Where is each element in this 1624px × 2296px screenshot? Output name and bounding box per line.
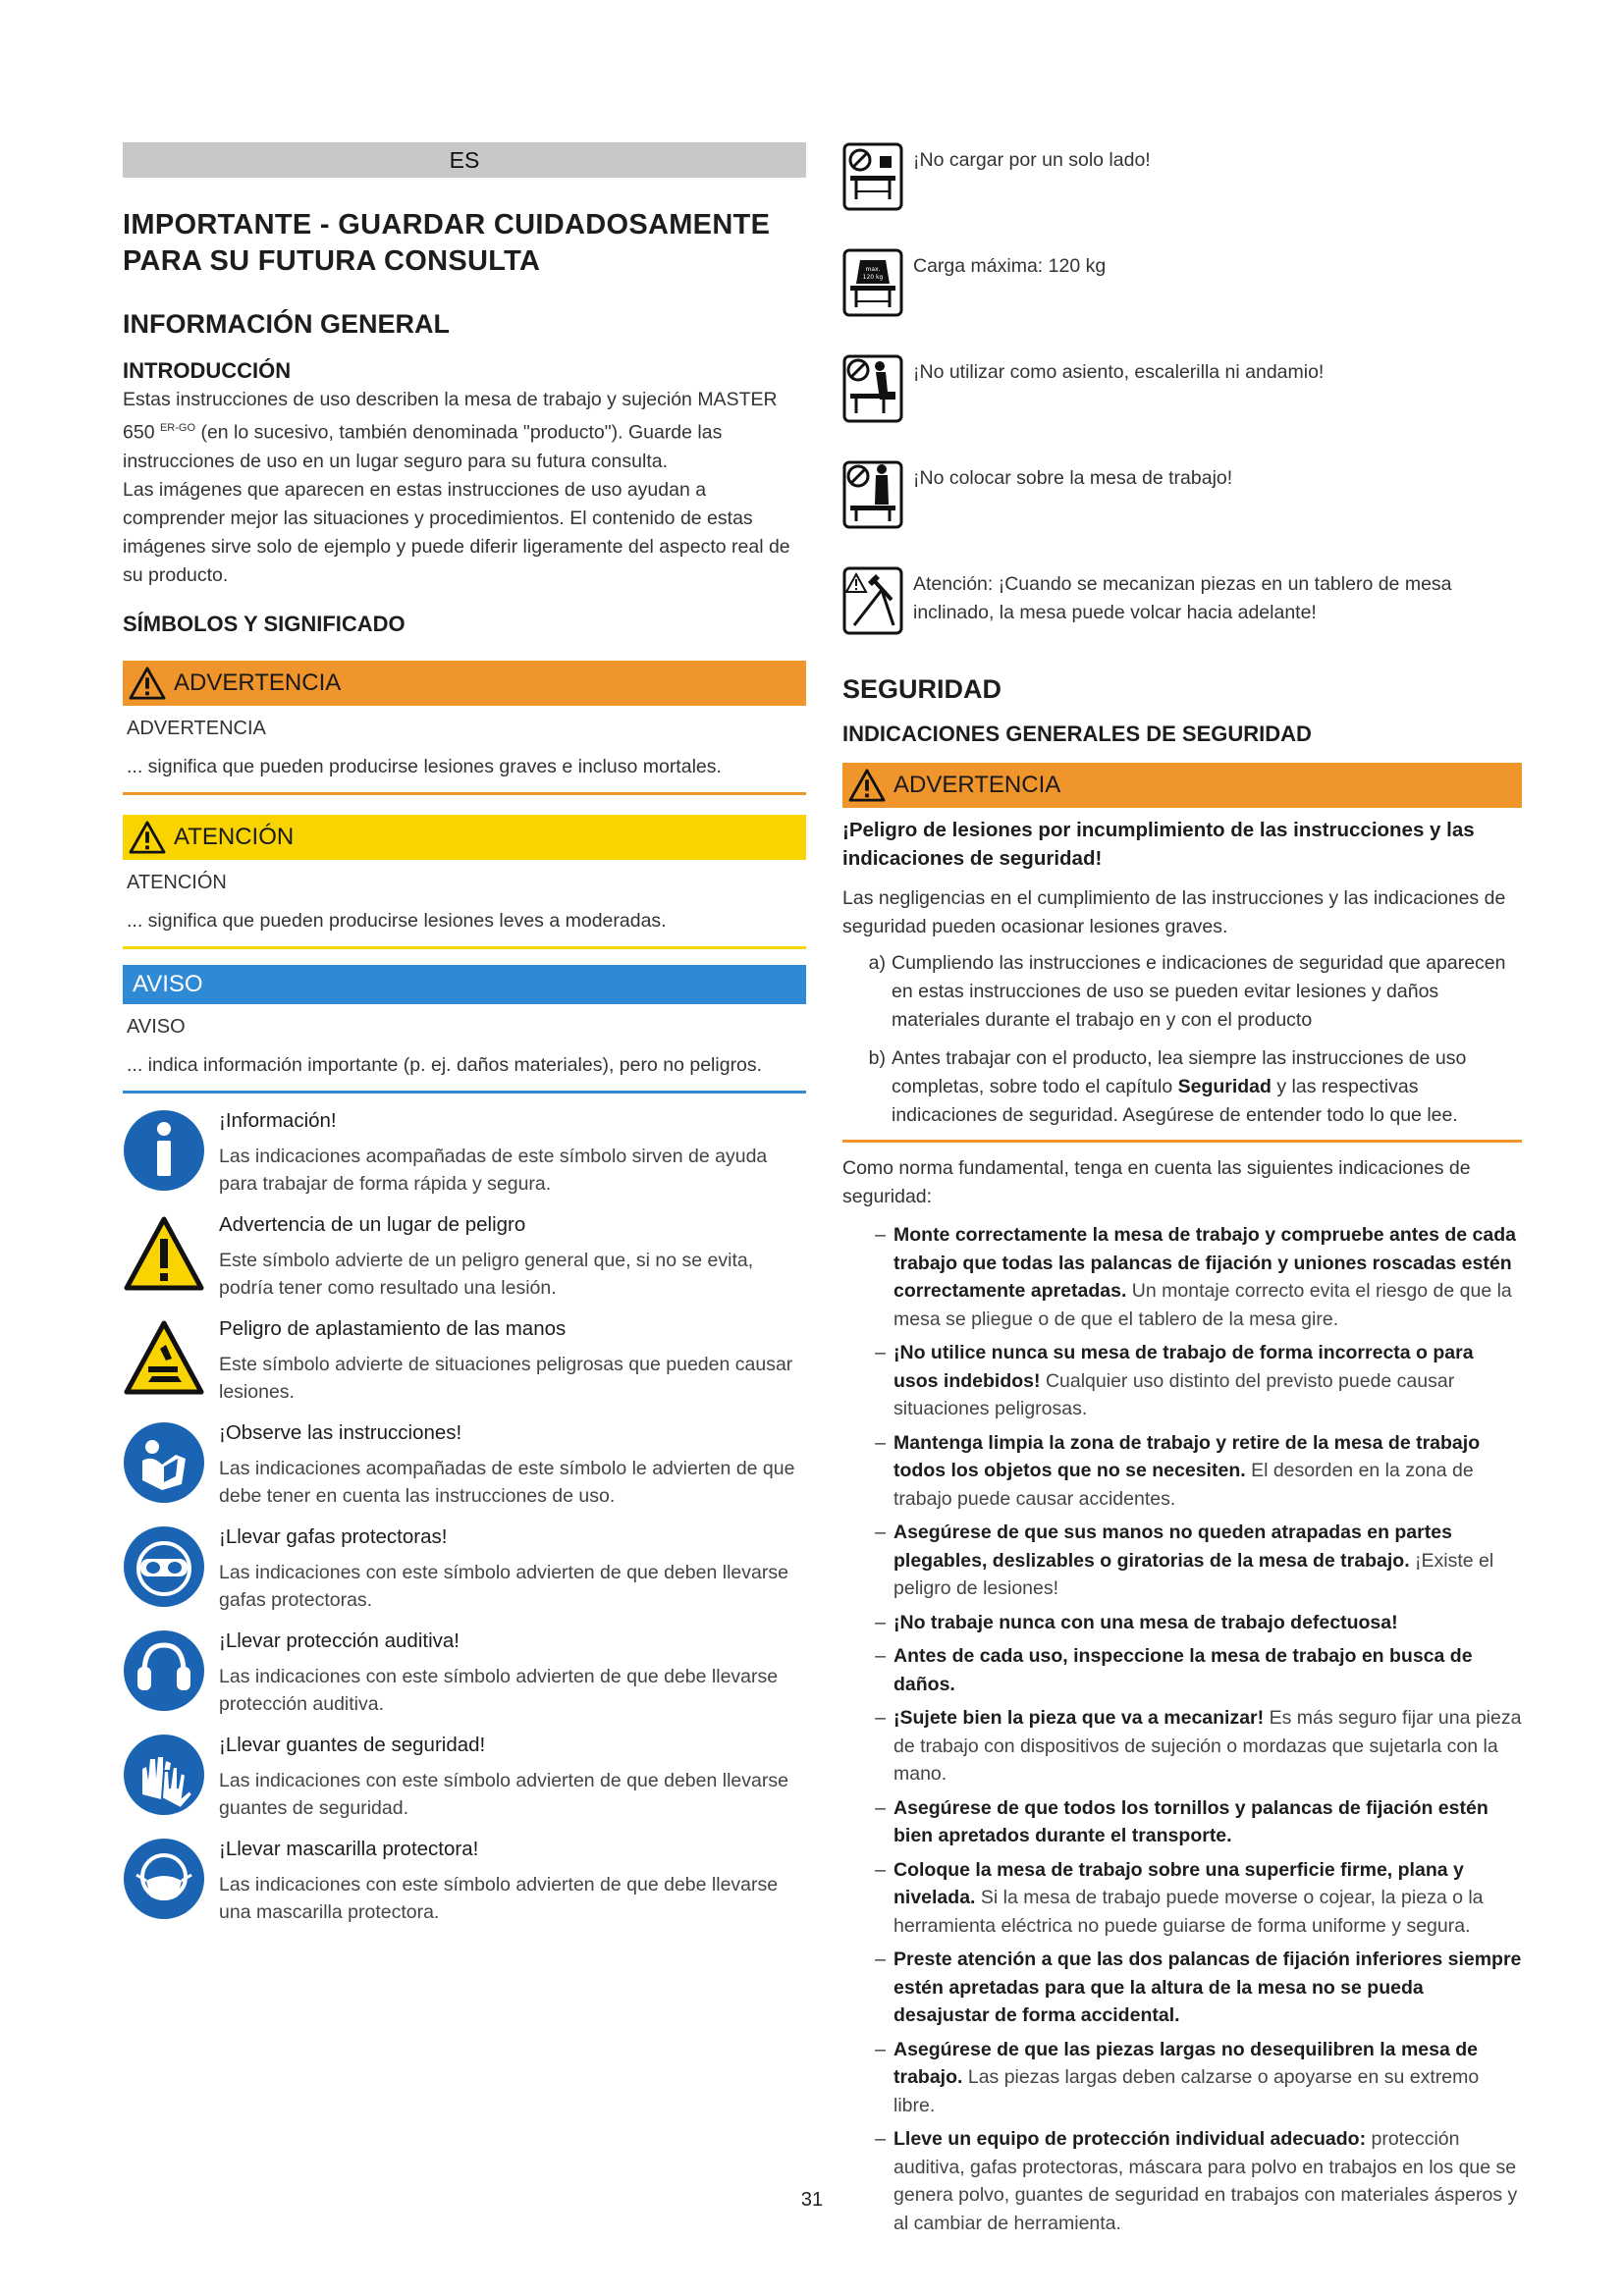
signal-notice-desc: ... indica información importante (p. ej. daños materiales), pero no peligros.	[127, 1053, 763, 1076]
symbol-desc: Las indicaciones con este símbolo advierten de que deben llevarse gafas protectoras.	[219, 1561, 788, 1611]
list-item: a) Cumpliendo las instrucciones e indicaciones de seguridad que aparecen en estas instrucciones de uso se pueden evitar lesiones y daños materiales durante el trabajo en y con el producto	[868, 952, 1506, 1031]
list-item	[842, 354, 1522, 423]
safety-subheading: INDICACIONES GENERALES DE SEGURIDAD	[842, 721, 1312, 746]
no-standing-icon	[842, 460, 903, 529]
pictogram-text: Carga máxima: 120 kg	[913, 255, 1107, 277]
safety-heading: SEGURIDAD	[842, 674, 1002, 704]
safety-goggles-icon	[123, 1525, 205, 1608]
list-item	[123, 1315, 806, 1406]
safety-warning-list	[842, 949, 1522, 1130]
symbols-heading: SÍMBOLOS Y SIGNIFICADO	[123, 611, 406, 636]
intro-paragraph-2: Las imágenes que aparecen en estas instrucciones de uso ayudan a comprender mejor las situaciones y procedimientos. El contenido de estas imágenes sirve solo de ejemplo y puede diferir ligeramente del aspecto real de su producto.	[123, 478, 790, 586]
pictogram-list	[842, 142, 1522, 635]
signal-caution-block	[123, 815, 806, 949]
list-item: – Monte correctamente la mesa de trabajo y compruebe antes de cada trabajo que todas las palancas de fijación y uniones roscadas estén correctamente apretadas. Un montaje correcto evita el riesgo de que la mesa se pliegue o de que el tablero de la mesa gire.	[875, 1224, 1516, 1330]
list-item	[842, 142, 1522, 211]
symbol-title: ¡Observe las instrucciones!	[219, 1420, 462, 1444]
safety-warning-text: Las negligencias en el cumplimiento de las instrucciones y las indicaciones de seguridad pueden ocasionar lesiones graves.	[842, 887, 1506, 937]
safety-warning-title: ¡Peligro de lesiones por incumplimiento de las instrucciones y las indicaciones de seguridad!	[842, 819, 1475, 870]
list-item	[123, 1628, 806, 1718]
list-item	[842, 460, 1522, 529]
symbol-title: ¡Llevar gafas protectoras!	[219, 1524, 448, 1548]
no-one-side-load-icon	[842, 142, 903, 211]
list-item: – Coloque la mesa de trabajo sobre una superficie firme, plana y nivelada. Si la mesa de trabajo puede moverse o cojear, la pieza o la herramienta eléctrica no puede guiarse de forma uniforme y segura.	[875, 1858, 1484, 1937]
list-item: – ¡No utilice nunca su mesa de trabajo de forma incorrecta o para usos indebidos! Cualquier uso distinto del previsto puede causar situaciones peligrosas.	[875, 1342, 1474, 1419]
list-item: – Antes de cada uso, inspeccione la mesa de trabajo en busca de daños.	[875, 1645, 1473, 1695]
symbol-desc: Las indicaciones con este símbolo advierten de que debe llevarse protección auditiva.	[219, 1665, 779, 1715]
intro-heading: INTRODUCCIÓN	[123, 358, 292, 383]
left-column	[123, 142, 806, 1926]
hand-crush-icon	[123, 1317, 205, 1400]
pictogram-text: ¡No utilizar como asiento, escalerilla ni andamio!	[913, 361, 1325, 383]
divider	[123, 792, 806, 795]
safety-gloves-icon	[123, 1734, 205, 1816]
signal-caution-label: ATENCIÓN	[174, 823, 295, 850]
divider	[123, 946, 806, 949]
signal-warning-name: ADVERTENCIA	[127, 717, 266, 739]
list-item	[123, 1419, 806, 1510]
list-item: b) Antes trabajar con el producto, lea siempre las instrucciones de uso completas, sobre todo el capítulo Seguridad y las respectivas indicaciones de seguridad. Asegúrese de entender todo lo que lee.	[868, 1047, 1467, 1126]
symbol-title: ¡Llevar protección auditiva!	[219, 1629, 460, 1652]
signal-caution-bar	[123, 815, 806, 860]
signal-warning-bar	[123, 661, 806, 706]
symbol-desc: Las indicaciones con este símbolo advierten de que deben llevarse guantes de seguridad.	[219, 1769, 788, 1819]
svg-text:max.: max.	[865, 266, 881, 273]
general-danger-icon	[123, 1213, 205, 1296]
list-item: – Asegúrese de que todos los tornillos y palancas de fijación estén bien apretados durante el transporte.	[875, 1796, 1489, 1846]
tilt-warning-icon	[842, 566, 903, 635]
safety-warning-label: ADVERTENCIA	[893, 772, 1061, 798]
safety-warning-block	[842, 763, 1522, 1143]
no-sitting-icon	[842, 354, 903, 423]
symbol-title: ¡Llevar guantes de seguridad!	[219, 1733, 486, 1756]
safety-warning-bar	[842, 763, 1522, 808]
symbol-title: ¡Llevar mascarilla protectora!	[219, 1837, 479, 1860]
safety-rules-list	[842, 1221, 1522, 2237]
list-item	[123, 1211, 806, 1302]
signal-notice-name: AVISO	[127, 1015, 186, 1038]
signal-notice-block	[123, 965, 806, 1094]
signal-notice-label: AVISO	[133, 970, 203, 997]
warning-triangle-icon	[129, 667, 166, 700]
signal-warning-desc: ... significa que pueden producirse lesiones graves e incluso mortales.	[127, 755, 722, 777]
divider	[123, 1091, 806, 1094]
symbol-title: Peligro de aplastamiento de las manos	[219, 1316, 567, 1340]
list-item	[123, 1836, 806, 1926]
list-item: – Lleve un equipo de protección individual adecuado: protección auditiva, gafas protectoras, máscara para polvo en trabajos en los que se genera polvo, guantes de seguridad en trabajos con materiales ásperos y al cambiar de herramienta.	[875, 2128, 1518, 2234]
face-mask-icon	[123, 1838, 205, 1920]
symbol-desc: Las indicaciones acompañadas de este símbolo le advierten de que debe tener en cuenta las instrucciones de uso.	[219, 1457, 795, 1507]
info-icon	[123, 1109, 205, 1192]
symbol-desc: Este símbolo advierte de un peligro general que, si no se evita, podría tener como resultado una lesión.	[219, 1249, 754, 1299]
signal-warning-label: ADVERTENCIA	[174, 668, 342, 696]
intro-paragraph-1: Estas instrucciones de uso describen la mesa de trabajo y sujeción MASTER 650 $^{ER-GO}$ (en lo sucesivo, también denominada "producto"). Guarde las instrucciones de uso en un lugar seguro para su futura consulta.	[123, 389, 778, 472]
list-item: – Asegúrese de que sus manos no queden atrapadas en partes plegables, deslizables o giratorias de la mesa de trabajo. ¡Existe el peligro de lesiones!	[875, 1522, 1494, 1599]
list-item: – ¡Sujete bien la pieza que va a mecanizar! Es más seguro fijar una pieza de trabajo con dispositivos de sujeción o mordazas que sujetarla con la mano.	[875, 1707, 1522, 1785]
symbol-title: ¡Información!	[219, 1108, 337, 1132]
symbol-list	[123, 1107, 806, 1926]
ear-protection-icon	[123, 1629, 205, 1712]
signal-notice-bar	[123, 965, 806, 1004]
svg-text:120 kg: 120 kg	[862, 274, 884, 281]
list-item: – Mantenga limpia la zona de trabajo y retire de la mesa de trabajo todos los objetos que no se necesiten. El desorden en la zona de trabajo puede causar accidentes.	[875, 1431, 1481, 1510]
pictogram-text: ¡No colocar sobre la mesa de trabajo!	[913, 467, 1233, 489]
list-item	[123, 1732, 806, 1822]
general-info-heading: INFORMACIÓN GENERAL	[123, 309, 450, 339]
pictogram-text: Atención: ¡Cuando se mecanizan piezas en un tablero de mesa inclinado, la mesa puede volcar hacia adelante!	[913, 573, 1452, 623]
list-item	[123, 1107, 806, 1198]
right-column	[842, 142, 1522, 2243]
language-bar: ES	[123, 142, 806, 178]
list-item	[842, 566, 1522, 635]
page-number: 31	[800, 2189, 824, 2211]
read-instructions-icon	[123, 1421, 205, 1504]
symbol-title: Advertencia de un lugar de peligro	[219, 1212, 526, 1236]
document-title: IMPORTANTE - GUARDAR CUIDADOSAMENTE PARA SU FUTURA CONSULTA	[123, 209, 771, 277]
caution-triangle-icon	[129, 821, 166, 854]
signal-warning-block	[123, 661, 806, 795]
symbol-desc: Este símbolo advierte de situaciones peligrosas que pueden causar lesiones.	[219, 1353, 793, 1403]
list-item: – ¡No trabaje nunca con una mesa de trabajo defectuosa!	[875, 1611, 1398, 1633]
list-item: – Preste atención a que las dos palancas de fijación inferiores siempre estén apretadas para que la altura de la mesa no se pueda desajustar de forma accidental.	[875, 1949, 1522, 2026]
warning-triangle-icon	[848, 769, 886, 802]
list-item	[123, 1523, 806, 1614]
max-load-icon	[842, 248, 903, 317]
symbol-desc: Las indicaciones acompañadas de este símbolo sirven de ayuda para trabajar de forma rápida y segura.	[219, 1145, 768, 1195]
signal-caution-name: ATENCIÓN	[127, 871, 227, 893]
symbol-desc: Las indicaciones con este símbolo advierten de que debe llevarse una mascarilla protectora.	[219, 1873, 779, 1923]
pictogram-text: ¡No cargar por un solo lado!	[913, 149, 1151, 171]
list-item	[842, 248, 1522, 317]
safety-basic-rule: Como norma fundamental, tenga en cuenta las siguientes indicaciones de seguridad:	[842, 1157, 1471, 1207]
divider	[842, 1140, 1522, 1143]
signal-caution-desc: ... significa que pueden producirse lesiones leves a moderadas.	[127, 909, 667, 932]
list-item: – Asegúrese de que las piezas largas no desequilibren la mesa de trabajo. Las piezas largas deben calzarse o apoyarse en su extremo libre.	[875, 2038, 1480, 2116]
